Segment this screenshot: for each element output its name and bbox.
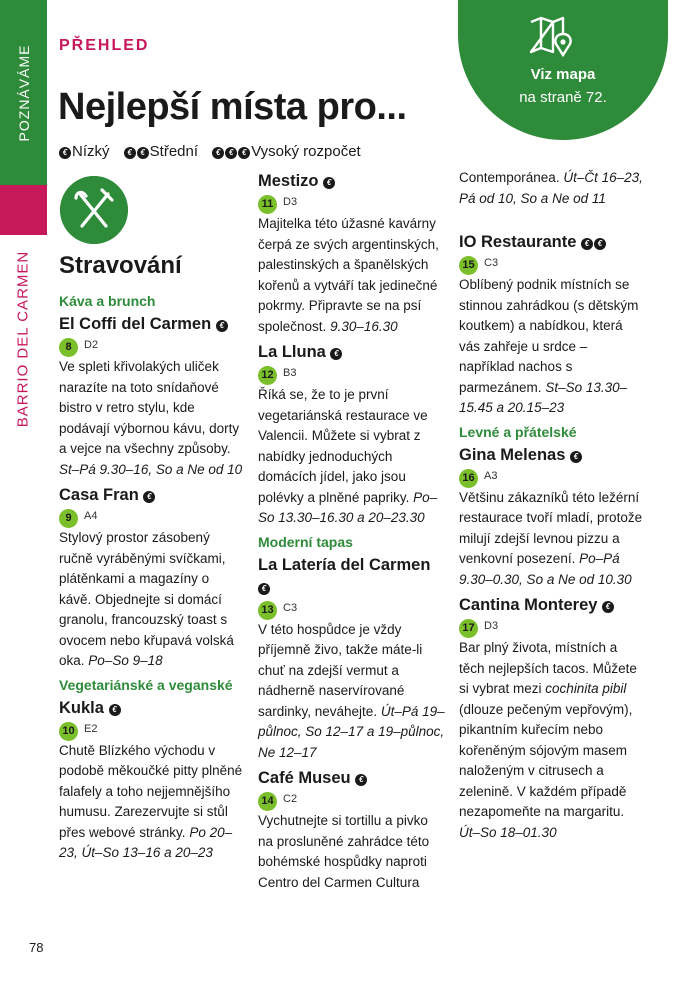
listing [258, 341, 446, 529]
listing [59, 697, 245, 864]
listing-text: Chutě Blízkého východu v podobě měkoučké pitty plněné falafely a toho nejjemnějšího humusu. Zarezervujte si stůl přes webové stránky. [59, 742, 243, 840]
section-label: PŘEHLED [59, 37, 150, 54]
euro-icon: € [258, 583, 270, 595]
legend-high: Vysoký rozpočet [251, 143, 361, 160]
listing-hours: Po–Pá 9.30–0.30, So a Ne od 10.30 [459, 551, 632, 587]
euro-icon: € [594, 238, 606, 250]
page-number: 78 [29, 940, 44, 955]
subheading: Káva a brunch [59, 293, 156, 309]
listing-text: Většinu zákazníků této ležérní restaurace tvoří mladí, protože milují zdejší levnou pizzu a venkovní posezení. [459, 489, 643, 566]
listing-text: V této hospůdce je vždy příjemně živo, takže máte-li chuť na zdejší vermut a nádherně naservírované sardinky, neváhejte. [258, 621, 423, 719]
listing-text: Stylový prostor zásobený ručně vyráběnými svíčkami, plátěnkami a magazíny o kávě. Objednejte si domácí granolu, francouzský toast s ovocem nebo křupavá volská oka. [59, 530, 234, 668]
column-3 [459, 168, 644, 847]
grid-ref: C3 [484, 257, 499, 269]
area-label: BARRIO DEL CARMEN [14, 250, 32, 428]
subheading: Moderní tapas [258, 533, 353, 550]
map-pin: 8 [59, 338, 78, 357]
grid-ref: C3 [283, 601, 298, 614]
map-pin: 15 [459, 256, 478, 275]
listing-hours: Út–So 18–01.30 [459, 824, 557, 840]
map-pin: 9 [59, 509, 78, 528]
continuation-text: Contemporánea. [459, 170, 560, 185]
continuation-hours: Út–Čt 16–23, Pá od 10, So a Ne od 11 [459, 170, 643, 206]
grid-ref: D3 [484, 620, 499, 632]
fork-knife-icon [60, 176, 128, 244]
listing-name: La Latería del Carmen [258, 555, 431, 574]
listing [459, 231, 644, 419]
euro-icon: € [212, 147, 224, 159]
euro-icon: € [330, 348, 342, 360]
listing [258, 767, 446, 893]
euro-icon: € [225, 147, 237, 159]
euro-icon: € [109, 704, 121, 716]
page-title: Nejlepší místa pro... [58, 86, 407, 128]
grid-ref: A4 [84, 510, 98, 522]
listing-hours: Po 20–23, Út–So 13–16 a 20–23 [59, 824, 233, 860]
map-pin: 17 [459, 619, 478, 638]
listing [258, 554, 446, 764]
euro-icon: € [137, 147, 149, 159]
listing [59, 313, 245, 480]
listing-name: Kukla [59, 698, 104, 717]
map-pin: 11 [258, 195, 277, 214]
legend-mid: Střední [149, 143, 199, 160]
listing [59, 484, 245, 672]
map-pin: 10 [59, 722, 78, 741]
map-pin: 12 [258, 366, 277, 385]
listing-hours: 9.30–16.30 [330, 318, 398, 334]
listing-name: El Coffi del Carmen [59, 315, 212, 333]
euro-icon: € [581, 238, 593, 250]
listing [459, 444, 644, 591]
euro-icon: € [238, 147, 250, 159]
subheading: Vegetariánské a veganské [59, 676, 233, 693]
listing-text: Vychutnejte si tortillu a pivko na prosluněné zahrádce této bohémské hospůdky naproti Centro del Carmen Cultura [258, 813, 430, 890]
listing-text-italic: cochinita pibil [545, 681, 627, 696]
listing-name: Café Museu [258, 769, 351, 787]
listing-hours: St–So 13.30–15.45 a 20.15–23 [459, 379, 628, 415]
euro-icon: € [124, 147, 136, 159]
grid-ref: A3 [484, 469, 498, 482]
euro-icon: € [323, 177, 335, 189]
euro-icon: € [570, 451, 582, 463]
grid-ref: D2 [84, 339, 99, 351]
section-heading: Stravování [59, 252, 182, 279]
listing-text: (dlouze pečeným vepřovým), pikantním kuřecím nebo kořeněným sójovým masem naloženým v citrusech a zelenině. V každém případě nezapomeňte na margaritu. [459, 701, 633, 819]
budget-legend [59, 143, 371, 160]
euro-icon: € [602, 601, 614, 613]
map-icon [527, 14, 573, 58]
listing-hours: Po–So 9–18 [88, 653, 163, 668]
euro-icon: € [143, 491, 155, 503]
map-pin: 16 [459, 469, 478, 488]
legend-low: Nízký [72, 143, 110, 160]
listing-name: Mestizo [258, 172, 319, 190]
euro-icon: € [59, 147, 71, 159]
listing-text: Oblíbený podnik místních se stinnou zahrádkou (s dětským koutkem) a nabídkou, která vás zahřeje u srdce – například nachos s parmezánem. [459, 277, 639, 395]
listing-name: IO Restaurante [459, 233, 577, 251]
column-2 [258, 168, 446, 897]
grid-ref: C2 [283, 793, 298, 805]
listing-text: Majitelka této úžasné kavárny čerpá ze svých argentinských, palestinských a španělských kořenů a vytváří tak jedinečné pokrmy. Připravte se na psí společnost. [258, 216, 439, 334]
listing-hours: Po–So 13.30–16.30 a 20–23.30 [258, 489, 438, 525]
listing [459, 594, 644, 843]
listing-text: Ve spleti křivolakých uliček narazíte na toto snídaňové bistro v retro stylu, kde podávají výbornou kávu, dorty a vejce na všechny způsoby. [59, 359, 240, 456]
listing-hours: St–Pá 9.30–16, So a Ne od 10 [59, 461, 243, 477]
listing-name: Casa Fran [59, 486, 139, 504]
listing [258, 170, 446, 337]
map-pin: 14 [258, 792, 277, 811]
subheading: Levné a přátelské [459, 423, 577, 440]
map-subtitle: na straně 72. [519, 89, 607, 106]
listing-name: Cantina Monterey [459, 596, 598, 614]
listing-name: La Lluna [258, 343, 326, 361]
grid-ref: B3 [283, 367, 297, 379]
listing-text: Bar plný života, místních a těch nejlepších tacos. Můžete si vybrat mezi [459, 640, 637, 696]
map-title: Viz mapa [530, 66, 596, 83]
side-tab-label: POZNÁVÁME [15, 44, 32, 141]
side-tab-accent [0, 185, 47, 235]
grid-ref: E2 [84, 722, 98, 735]
column-1 [59, 288, 245, 868]
euro-icon: € [216, 320, 228, 332]
map-pin: 13 [258, 601, 277, 620]
listing-text: Říká se, že to je první vegetariánská restaurace ve Valencii. Můžete si vybrat z nabídky jednoduchých domácích jídel, jako jsou polévky a plněné papriky. [258, 387, 428, 505]
side-tab [0, 0, 47, 185]
listing-name: Gina Melenas [459, 445, 566, 464]
grid-ref: D3 [283, 196, 298, 208]
listing-hours: Út–Pá 19–půlnoc, So 12–17 a 19–půlnoc, Ne 12–17 [258, 703, 445, 760]
euro-icon: € [355, 774, 367, 786]
